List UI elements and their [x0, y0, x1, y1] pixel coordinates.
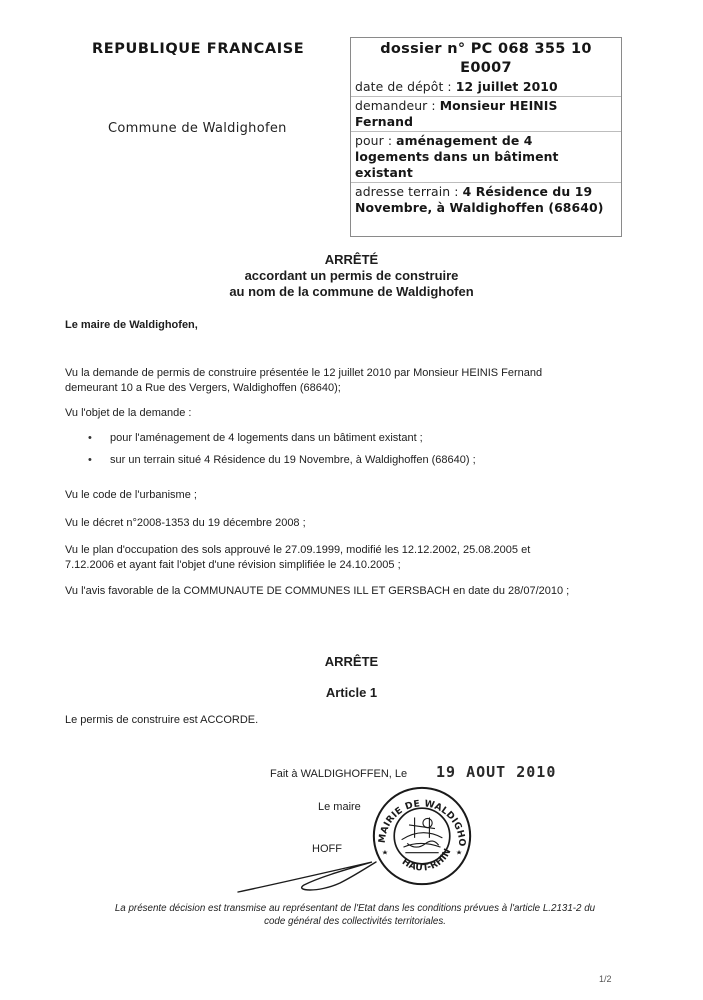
vu-plan: [65, 543, 665, 572]
seal-text-bottom: HAUT-RHIN: [399, 846, 454, 874]
dossier-line-1: dossier n° PC 068 355 10: [380, 41, 592, 57]
pour-label: pour :: [355, 133, 397, 148]
maire-intro: Le maire de Waldighofen,: [65, 319, 198, 331]
mairie-seal-icon: [367, 778, 472, 886]
demandeur-row: [351, 98, 621, 130]
divider: [351, 182, 621, 183]
bullet-item: pour l'aménagement de 4 logements dans un bâtiment existant ;: [110, 432, 423, 444]
title-line-1: ARRÊTÉ: [324, 252, 379, 267]
divider: [351, 96, 621, 97]
vu-decret: Vu le décret n°2008-1353 du 19 décembre 2008 ;: [65, 517, 306, 529]
date-depot-row: [351, 79, 621, 95]
title-line-3: au nom de la commune de Waldighofen: [229, 284, 474, 299]
arrete-heading: ARRÊTE: [324, 654, 379, 669]
adresse-value-2: Novembre, à Waldighoffen (68640): [355, 200, 604, 215]
vu-code: Vu le code de l'urbanisme ;: [65, 489, 197, 501]
title-line-2: accordant un permis de construire: [244, 268, 459, 283]
date-depot-value: 12 juillet 2010: [455, 79, 558, 94]
adresse-value-1: 4 Résidence du 19: [462, 184, 593, 199]
footer-notice: [40, 903, 670, 928]
dossier-box: [350, 37, 622, 237]
vu-plan-line-2: 7.12.2006 et ayant fait l'objet d'une révision simplifiée le 24.10.2005 ;: [65, 558, 401, 571]
demandeur-label: demandeur :: [355, 98, 440, 113]
permis-accorde: Le permis de construire est ACCORDE.: [65, 714, 259, 726]
signature-scribble-icon: [232, 858, 382, 896]
seal-text-top: MAIRIE DE WALDIGHOFFEN: [367, 778, 468, 847]
vu-demande-line-1: Vu la demande de permis de construire présentée le 12 juillet 2010 par Monsieur HEINIS Fernand: [65, 367, 543, 379]
pour-value-3: existant: [355, 165, 413, 180]
adresse-row: [351, 184, 621, 216]
vu-avis: Vu l'avis favorable de la COMMUNAUTE DE COMMUNES ILL ET GERSBACH en date du 28/07/2010 ;: [65, 585, 570, 597]
article-heading: Article 1: [325, 685, 378, 700]
pour-value-2: logements dans un bâtiment: [355, 149, 559, 164]
date-stamp: 19 AOUT 2010: [436, 763, 557, 781]
mayor-name: HOFF: [312, 843, 342, 855]
footer-line-2: code général des collectivités territoriales.: [264, 915, 446, 927]
divider: [351, 131, 621, 132]
pour-value-1: aménagement de 4: [396, 133, 533, 148]
republic-heading: REPUBLIQUE FRANCAISE: [92, 41, 305, 57]
date-depot-label: date de dépôt :: [355, 79, 456, 94]
vu-demande-line-2: demeurant 10 a Rue des Vergers, Waldighoffen (68640);: [65, 381, 341, 394]
arrete-title: [0, 252, 703, 300]
vu-plan-line-1: Vu le plan d'occupation des sols approuvé le 27.09.1999, modifié les 12.12.2002, 25.08.2005 et: [65, 544, 531, 556]
adresse-label: adresse terrain :: [355, 184, 463, 199]
bullet-icon: •: [88, 454, 92, 466]
fait-a: Fait à WALDIGHOFFEN, Le: [270, 768, 408, 780]
footer-line-1: La présente décision est transmise au représentant de l'Etat dans les conditions prévues à l'article L.2131-2 du: [114, 903, 596, 914]
bullet-icon: •: [88, 432, 92, 444]
dossier-number: [351, 40, 621, 78]
pour-row: [351, 133, 621, 181]
vu-objet: Vu l'objet de la demande :: [65, 407, 192, 419]
dossier-line-2: E0007: [460, 60, 512, 76]
bullet-item: sur un terrain situé 4 Résidence du 19 Novembre, à Waldighoffen (68640) ;: [110, 454, 476, 466]
vu-demande: [65, 366, 665, 395]
demandeur-value-1: Monsieur HEINIS: [439, 98, 558, 113]
commune-name: Commune de Waldighofen: [108, 121, 287, 136]
le-maire-label: Le maire: [318, 801, 361, 813]
page-number: 1/2: [599, 974, 612, 984]
demandeur-value-2: Fernand: [355, 114, 414, 129]
